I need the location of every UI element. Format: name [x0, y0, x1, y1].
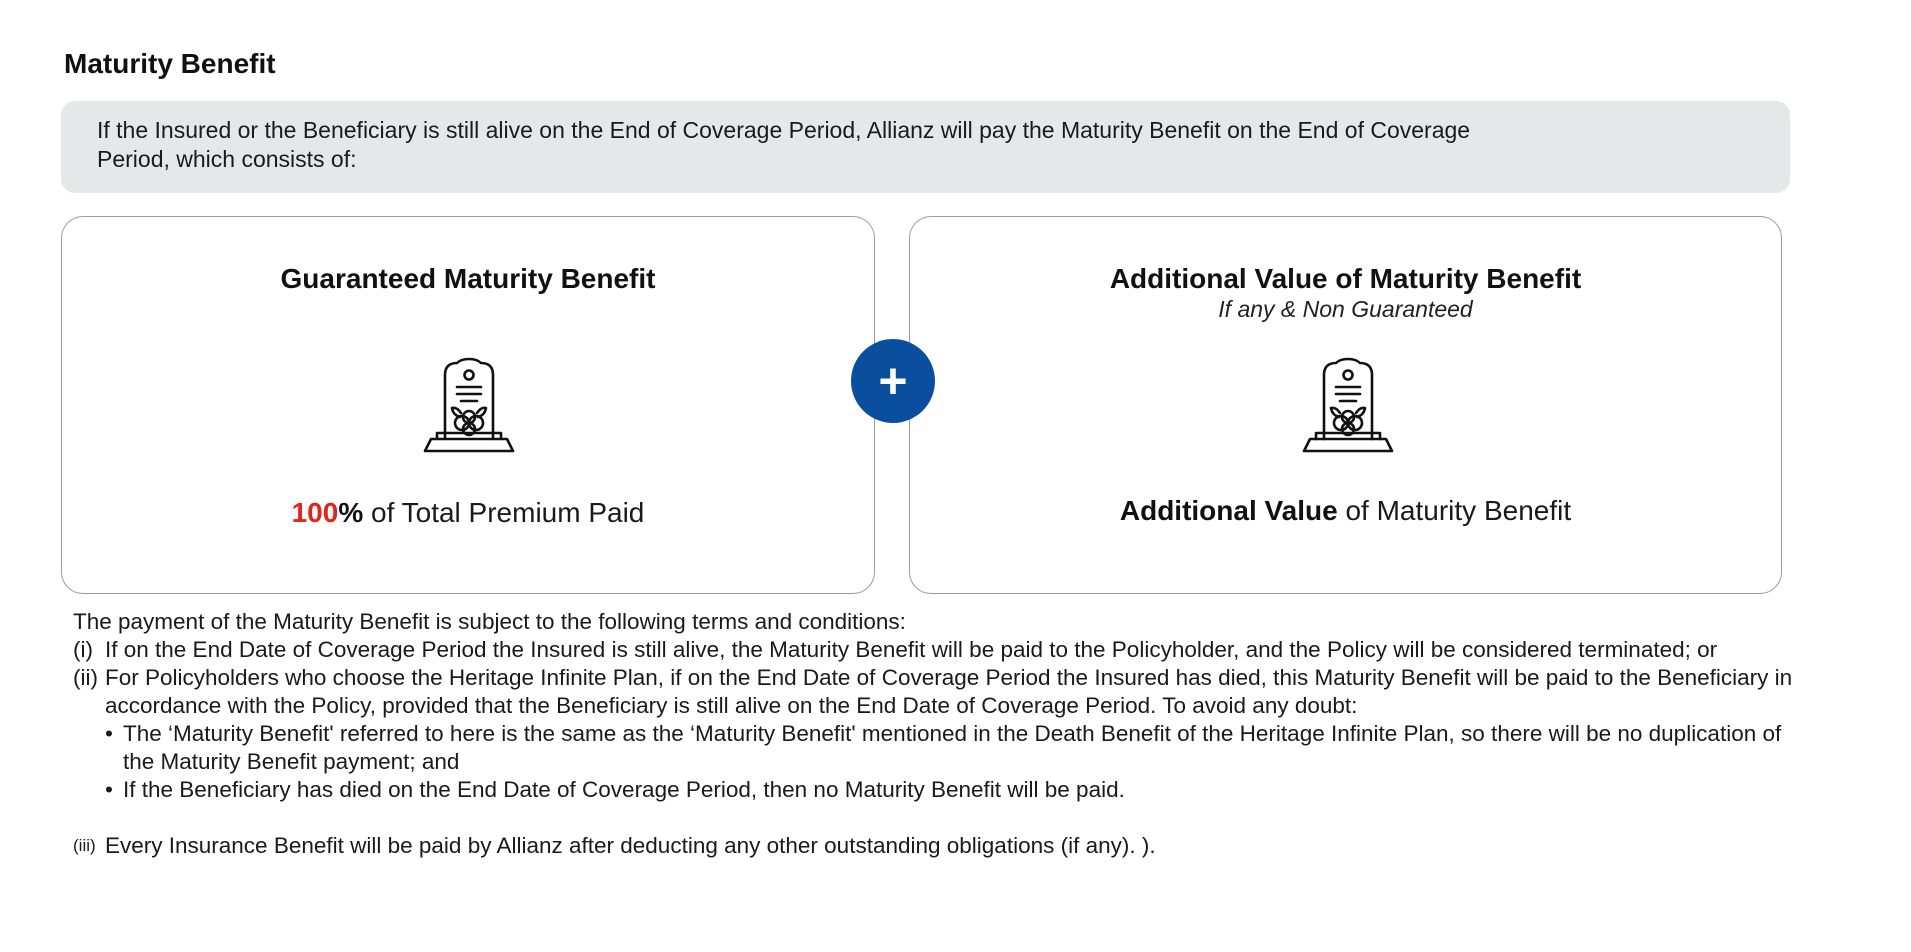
card-title: Additional Value of Maturity Benefit [1109, 263, 1582, 294]
bullet-item [105, 720, 1793, 776]
additional-value-text [910, 495, 1781, 527]
guaranteed-benefit-text [62, 497, 874, 529]
percent-sign: % [338, 497, 364, 528]
bullet-text: The ‘Maturity Benefit' referred to here is the same as the ‘Maturity Benefit' mentioned in the Death Benefit of the Heritage Infinite Plan, so there will be no duplication of the Maturity Benefit payment; and [123, 721, 1782, 774]
bullet-text: If the Beneficiary has died on the End Date of Coverage Period, then no Maturity Benefit will be paid. [123, 777, 1125, 802]
additional-value-bold: Additional Value [1119, 495, 1338, 526]
term-text: For Policyholders who choose the Heritage Infinite Plan, if on the End Date of Coverage Period the Insured has died, this Maturity Benefit will be paid to the Beneficiary in accordance with the Policy, provided that the Beneficiary is still alive on the End Date of Coverage Period. To avoid any doubt: [105, 665, 1793, 718]
card-subtitle: If any & Non Guaranteed [1218, 296, 1473, 322]
bullet-icon: • [105, 721, 113, 746]
terms-section [73, 608, 1793, 860]
bullet-item [105, 776, 1793, 804]
guaranteed-benefit-card [61, 216, 875, 594]
memorial-plaque-icon [421, 357, 517, 453]
memorial-plaque-icon [1300, 357, 1396, 453]
term-item [73, 832, 1793, 860]
bullet-icon: • [105, 777, 113, 802]
term-text: Every Insurance Benefit will be paid by Allianz after deducting any other outstanding obligations (if any). ). [105, 833, 1156, 858]
term-number: (i) [73, 637, 93, 662]
benefit-description: of Total Premium Paid [363, 497, 645, 528]
term-item [73, 636, 1793, 664]
term-number: (iii) [73, 836, 96, 855]
term-text: If on the End Date of Coverage Period the Insured is still alive, the Maturity Benefit will be paid to the Policyholder, and the Policy will be considered terminated; or [105, 637, 1718, 662]
plus-icon: + [851, 339, 935, 423]
terms-lead: The payment of the Maturity Benefit is subject to the following terms and conditions: [73, 609, 906, 634]
intro-box [61, 101, 1790, 193]
additional-value-card [909, 216, 1782, 594]
benefit-description: of Maturity Benefit [1337, 495, 1572, 526]
card-title: Guaranteed Maturity Benefit [280, 263, 656, 294]
intro-line-1: If the Insured or the Beneficiary is still alive on the End of Coverage Period, Allianz will pay the Maturity Benefit on the End of Coverage [97, 117, 1471, 143]
term-item [73, 664, 1793, 804]
section-title: Maturity Benefit [64, 48, 276, 79]
intro-line-2: Period, which consists of: [97, 146, 357, 172]
term-number: (ii) [73, 665, 98, 690]
percent-value: 100 [291, 497, 339, 528]
